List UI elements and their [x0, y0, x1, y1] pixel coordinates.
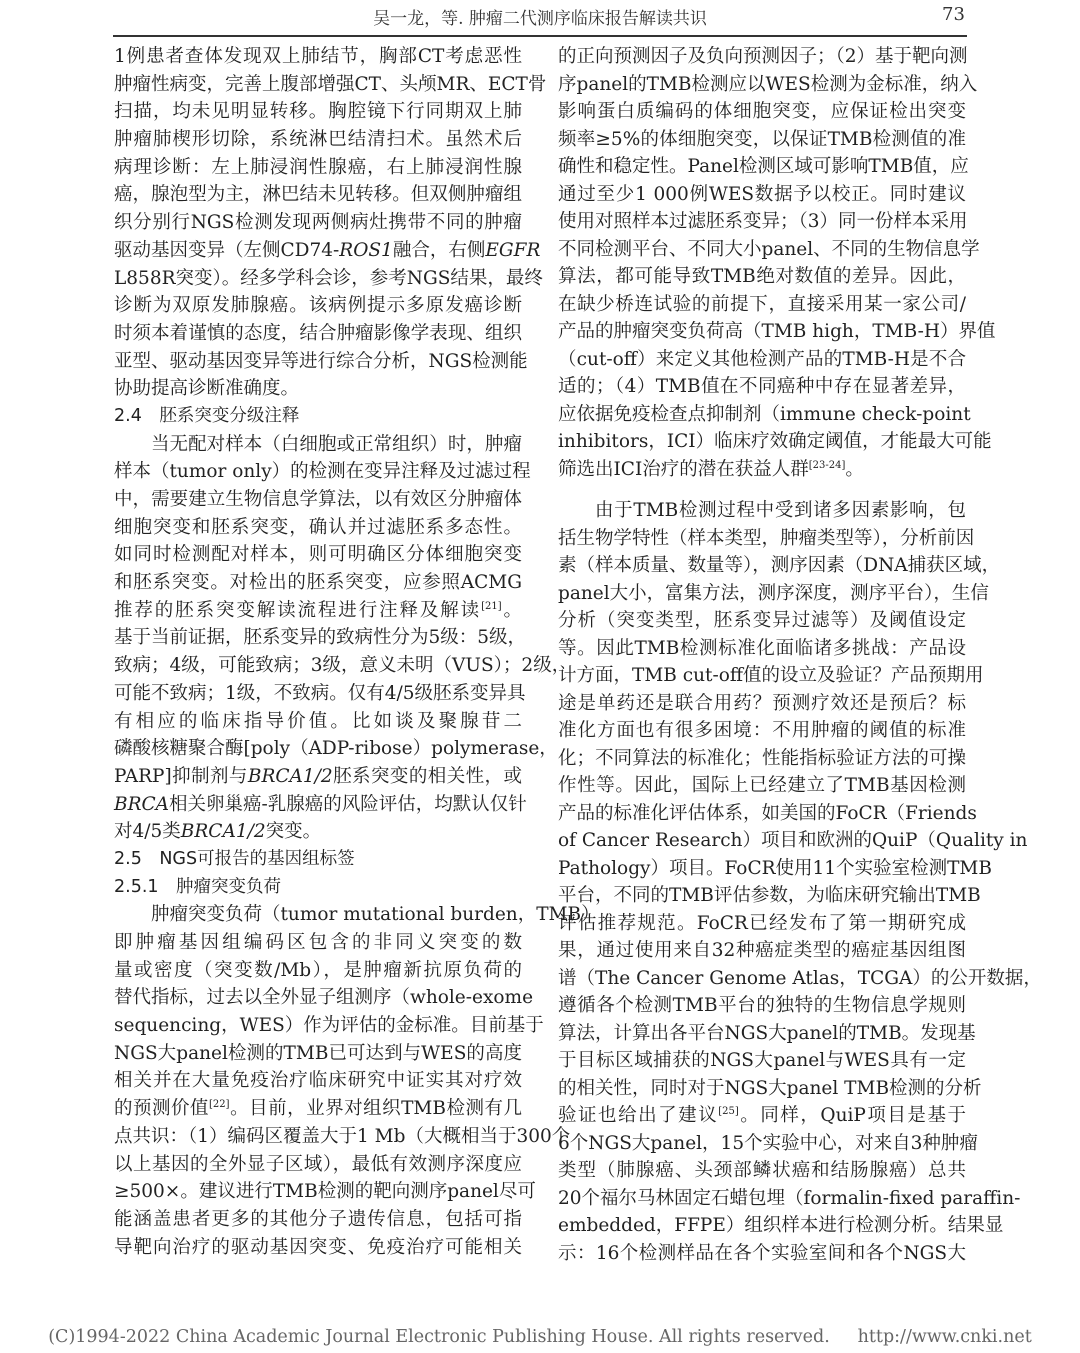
text-line — [114, 541, 522, 569]
text-line — [114, 791, 527, 819]
text-run: 示：16个检测样品在各个实验室间和各个NGS大 — [558, 1242, 966, 1264]
text-run: 途是单药还是联合用药？预测疗效还是预后？标 — [558, 692, 966, 714]
text-line — [114, 375, 522, 403]
text-line — [558, 291, 966, 319]
text-run: 适的；（4）TMB值在不同癌种中存在显著差异， — [558, 376, 966, 397]
text-line — [558, 98, 966, 126]
right-column — [558, 43, 1042, 1267]
section-heading — [114, 403, 522, 431]
text-run: 即肿瘤基因组编码区包含的非同义突变的数 — [114, 932, 522, 953]
text-run: ≥500×。建议进行TMB检测的靶向测序panel尽可 — [114, 1181, 536, 1203]
text-line — [558, 497, 966, 525]
text-run: 相关并在大量免疫治疗临床研究中证实其对疗效 — [114, 1070, 522, 1092]
text-run: 算法，计算出各平台NGS大panel的TMB。发现基 — [558, 1022, 976, 1044]
text-line — [558, 1102, 966, 1130]
text-run: 2.5.1 肿瘤突变负荷 — [114, 876, 282, 897]
text-line — [114, 1012, 544, 1040]
text-run: 亚型、驱动基因变异等进行综合分析，NGS检测能 — [114, 350, 528, 372]
text-run: 样本（tumor only）的检测在变异注释及过滤过程 — [114, 461, 531, 483]
text-run: 确性和稳定性。Panel检测区域可影响TMB值，应 — [558, 156, 969, 177]
footer — [0, 1327, 1080, 1347]
text-run: 等。因此TMB检测标准化面临诸多挑战：产品设 — [558, 637, 966, 659]
text-run: 协助提高诊断准确度。 — [114, 378, 300, 400]
text-run: 肿瘤肺楔形切除，系统淋巴结清扫术。虽然术后 — [114, 129, 522, 151]
text-line — [114, 209, 522, 237]
text-run: 于目标区域捕获的NGS大panel与WES具有一定 — [558, 1050, 966, 1071]
text-line — [114, 1178, 536, 1206]
text-run: 癌，腺泡型为主，淋巴结未见转移。但双侧肿瘤组 — [114, 184, 522, 206]
text-line — [558, 126, 966, 154]
text-line — [558, 910, 966, 938]
text-run: 量或密度（突变数/Mb），是肿瘤新抗原负荷的 — [114, 959, 522, 981]
text-line — [558, 401, 971, 429]
text-line — [114, 43, 522, 71]
text-line — [114, 71, 547, 99]
text-line — [558, 607, 966, 635]
text-line — [114, 237, 541, 265]
text-line — [558, 1130, 978, 1158]
text-run: 验证也给出了建议 — [558, 1105, 719, 1126]
text-run: 的正向预测因子及负向预测因子；（2）基于靶向测 — [558, 46, 968, 67]
text-run: 序panel的TMB检测应以WES检测为金标准，纳入 — [558, 73, 978, 95]
italic-gene-name: BRCA — [114, 793, 170, 815]
text-run: 算法，都可能导致TMB绝对数值的差异。因此， — [558, 266, 966, 287]
text-run: 和胚系突变。对检出的胚系突变，应参照ACMG — [114, 572, 522, 594]
text-line — [558, 428, 992, 456]
text-line — [114, 763, 522, 791]
text-run: 基于当前证据，胚系变异的致病性分为5级：5级， — [114, 627, 527, 649]
text-line — [114, 348, 528, 376]
text-run: NGS大panel检测的TMB已可达到与WES的高度 — [114, 1042, 522, 1064]
text-line — [114, 1234, 522, 1262]
text-run: 评估推荐规范。FoCR已经发布了第一期研究成 — [558, 912, 966, 934]
text-run: 能涵盖患者更多的其他分子遗传信息，包括可指 — [114, 1208, 522, 1230]
left-column — [114, 43, 600, 1261]
italic-gene-name: BRCA1/2 — [180, 821, 266, 843]
text-run: 融合，右侧 — [392, 239, 486, 261]
text-run: （cut-off）来定义其他检测产品的TMB-H是不合 — [558, 348, 966, 370]
text-line — [114, 265, 543, 293]
italic-gene-name: ROS1 — [339, 239, 393, 261]
citation-ref: [23-24] — [808, 459, 846, 471]
text-line — [558, 662, 984, 690]
text-line — [558, 43, 966, 71]
italic-gene-name: EGFR — [485, 239, 541, 261]
text-run: L858R突变）。经多学科会诊，参考NGS结果，最终 — [114, 267, 543, 289]
text-run: 果，通过使用来自32种癌症类型的癌症基因组图 — [558, 940, 966, 961]
text-run: 替代指标，过去以全外显子组测序（whole-exome — [114, 987, 534, 1009]
text-run: 类型（肺腺癌、头颈部鳞状癌和结肠腺癌）总共 — [558, 1160, 966, 1181]
text-run: 肿瘤突变负荷（tumor mutational burden，TMB） — [151, 904, 600, 926]
text-run: 化；不同算法的标准化；性能指标验证方法的可操 — [558, 747, 966, 769]
text-line — [114, 901, 600, 929]
text-run: 准化方面也有很多困境：不用肿瘤的阈值的标准 — [558, 720, 966, 741]
text-line — [558, 745, 966, 773]
text-line — [558, 552, 1001, 580]
text-run: 频率≥5%的体细胞突变，以保证TMB检测值的准 — [558, 128, 966, 150]
page-number: 73 — [942, 4, 965, 25]
text-run: 推荐的胚系突变解读流程进行注释及解读 — [114, 599, 482, 621]
text-run: 遵循各个检测TMB平台的独特的生物信息学规则 — [558, 995, 966, 1016]
text-line — [114, 181, 522, 209]
text-run: 计方面，TMB cut-off值的设立及验证？产品预期用 — [558, 665, 984, 686]
text-line — [558, 346, 966, 374]
text-line — [114, 929, 522, 957]
text-line — [558, 181, 966, 209]
text-line — [558, 236, 980, 264]
citation-ref: [21] — [481, 600, 502, 612]
text-run: 胚系突变的相关性，或 — [332, 765, 522, 787]
text-line — [558, 690, 966, 718]
text-run: inhibitors，ICI）临床疗效确定阈值，才能最大可能 — [558, 431, 992, 452]
text-run: 。 — [845, 458, 864, 480]
text-line — [558, 208, 966, 236]
text-line — [558, 937, 966, 965]
header-rule — [113, 35, 967, 37]
text-line — [558, 635, 966, 663]
text-line — [558, 373, 966, 401]
text-run: 。同样，QuiP项目是基于 — [738, 1105, 966, 1126]
text-run: 分析（突变类型，胚系变异过滤等）及阈值设定 — [558, 610, 966, 631]
text-line — [558, 1075, 982, 1103]
text-run: 20个福尔马林固定石蜡包埋（formalin-fixed paraffin- — [558, 1187, 1021, 1209]
text-run: 。目前，业界对组织TMB检测有几 — [229, 1098, 522, 1120]
text-run: 如同时检测配对样本，则可明确区分体细胞突变 — [114, 544, 522, 566]
text-line — [114, 735, 558, 763]
text-run: 2.5 NGS可报告的基因组标签 — [114, 848, 355, 869]
text-run: 扫描，均未见明显转移。胸腔镜下行同期双上肺 — [114, 101, 522, 123]
text-run: 不同检测平台、不同大小panel、不同的生物信息学 — [558, 238, 980, 260]
text-line — [558, 456, 966, 484]
citation-ref: [22] — [209, 1098, 230, 1110]
footer-url[interactable]: http://www.cnki.net — [857, 1327, 1032, 1347]
text-run: embedded，FFPE）组织样本进行检测分析。结果显 — [558, 1215, 1004, 1236]
text-run: 中，需要建立生物信息学算法，以有效区分肿瘤体 — [114, 489, 522, 510]
text-line — [558, 772, 966, 800]
text-line — [114, 1040, 522, 1068]
text-line — [558, 525, 975, 553]
text-run: 点共识：（1）编码区覆盖大于1 Mb（大概相当于300个 — [114, 1125, 571, 1147]
citation-ref: [25] — [718, 1105, 739, 1117]
text-line — [114, 818, 522, 846]
text-line — [114, 708, 522, 736]
text-line — [558, 800, 977, 828]
section-heading — [114, 874, 522, 902]
text-run: 的预测价值 — [114, 1098, 210, 1120]
text-run: 在缺少桥连试验的前提下，直接采用某一家公司/ — [558, 293, 966, 315]
text-run: 以上基因的全外显子区域），最低有效测序深度应 — [114, 1153, 522, 1175]
text-run: 细胞突变和胚系突变，确认并过滤胚系多态性。 — [114, 516, 522, 538]
footer-copyright: (C)1994-2022 China Academic Journal Electronic Publishing House. All rights reserved. — [48, 1327, 830, 1347]
text-run: 病理诊断：左上肺浸润性腺癌，右上肺浸润性腺 — [114, 156, 522, 178]
text-line — [114, 597, 522, 625]
text-run: 2.4 胚系突变分级注释 — [114, 405, 300, 426]
text-run: Pathology）项目。FoCR使用11个实验室检测TMB — [558, 857, 992, 879]
text-run: 相关卵巢癌-乳腺癌的风险评估，均默认仅针 — [169, 793, 527, 815]
text-run: 当无配对样本（白细胞或正常组织）时，肿瘤 — [151, 433, 522, 455]
text-line — [114, 1151, 522, 1179]
text-run: 磷酸核糖聚合酶[poly（ADP-ribose）polymerase， — [114, 738, 558, 760]
text-run: 对4/5类 — [114, 821, 181, 843]
text-run: 。 — [501, 599, 522, 621]
text-line — [558, 1240, 966, 1268]
text-run: 致病；4级，可能致病；3级，意义未明（VUS）；2级， — [114, 655, 571, 677]
text-run: 应依据免疫检查点抑制剂（immune check-point — [558, 403, 971, 425]
text-run: 1例患者查体发现双上肺结节，胸部CT考虑恶性 — [114, 46, 522, 67]
text-run: 诊断为双原发肺腺癌。该病例提示多原发癌诊断 — [114, 295, 522, 317]
text-line — [114, 514, 522, 542]
text-line — [114, 98, 522, 126]
text-line — [558, 71, 978, 99]
text-line — [114, 126, 522, 154]
text-line — [114, 486, 522, 514]
text-run: 作性等。因此，国际上已经建立了TMB基因检测 — [558, 775, 966, 796]
text-line — [558, 1047, 966, 1075]
text-line — [558, 1185, 1021, 1213]
text-line — [558, 263, 966, 291]
text-run: 括生物学特性（样本类型，肿瘤类型等），分析前因 — [558, 527, 975, 549]
text-line — [558, 1020, 976, 1048]
text-run: 素（样本质量、数量等），测序因素（DNA捕获区域， — [558, 555, 1001, 576]
running-header: 吴一龙，等. 肿瘤二代测序临床报告解读共识 — [373, 9, 707, 29]
text-line — [114, 292, 522, 320]
text-line — [558, 1212, 1004, 1240]
text-run: 筛选出ICI治疗的潜在获益人群 — [558, 458, 809, 480]
text-line — [558, 580, 989, 608]
text-run: 肿瘤性病变，完善上腹部增强CT、头颅MR、ECT骨 — [114, 73, 547, 95]
text-run: 影响蛋白质编码的体细胞突变，应保证检出突变 — [558, 101, 966, 122]
text-line — [114, 569, 522, 597]
text-run: 使用对照样本过滤胚系变异；（3）同一份样本采用 — [558, 211, 968, 232]
text-run: 导靶向治疗的驱动基因突变、免疫治疗可能相关 — [114, 1236, 522, 1258]
text-run: 织分别行NGS检测发现两侧病灶携带不同的肿瘤 — [114, 212, 522, 234]
text-line — [114, 320, 522, 348]
text-run: 由于TMB检测过程中受到诸多因素影响，包 — [595, 500, 966, 521]
text-line — [114, 1067, 522, 1095]
text-run: 产品的标准化评估体系，如美国的FoCR（Friends — [558, 802, 977, 824]
text-run: sequencing，WES）作为评估的金标准。目前基于 — [114, 1015, 544, 1037]
text-run: 有相应的临床指导价值。比如谈及聚腺苷二 — [114, 710, 522, 732]
text-run: of Cancer Research）项目和欧洲的QuiP（Quality in — [558, 830, 1028, 851]
text-run: 产品的肿瘤突变负荷高（TMB high，TMB-H）界值 — [558, 321, 996, 342]
text-run: 时须本着谨慎的态度，结合肿瘤影像学表现、组织 — [114, 322, 522, 344]
text-line — [114, 957, 522, 985]
text-run: 平台，不同的TMB评估参数，为临床研究输出TMB — [558, 885, 981, 906]
text-line — [558, 882, 981, 910]
text-line — [114, 1095, 522, 1123]
text-line — [114, 154, 522, 182]
text-run: 谱（The Cancer Genome Atlas，TCGA）的公开数据， — [558, 967, 1042, 989]
text-run: 6个NGS大panel，15个实验中心，对来自3种肿瘤 — [558, 1132, 978, 1154]
text-run: panel大小，富集方法，测序深度，测序平台），生信 — [558, 582, 989, 604]
text-line — [558, 1157, 966, 1185]
text-run: 通过至少1 000例WES数据予以校正。同时建议 — [558, 183, 966, 205]
text-line — [114, 1206, 522, 1234]
text-line — [558, 153, 969, 181]
text-line — [114, 624, 527, 652]
text-run: 驱动基因变异（左侧CD74- — [114, 239, 340, 261]
text-line — [114, 652, 571, 680]
text-line — [114, 680, 526, 708]
text-line — [558, 855, 992, 883]
text-run: 可能不致病；1级，不致病。仅有4/5级胚系变异具 — [114, 682, 526, 704]
text-line — [558, 717, 966, 745]
text-run: 的相关性，同时对于NGS大panel TMB检测的分析 — [558, 1077, 982, 1099]
text-line — [558, 992, 966, 1020]
text-line — [114, 984, 534, 1012]
text-line — [558, 965, 1042, 993]
italic-gene-name: BRCA1/2 — [247, 765, 333, 787]
text-line — [114, 458, 531, 486]
section-heading — [114, 846, 522, 874]
text-run: 突变。 — [265, 821, 322, 843]
text-line — [558, 318, 996, 346]
text-line — [558, 827, 1028, 855]
text-line — [114, 1123, 571, 1151]
text-run: PARP]抑制剂与 — [114, 765, 248, 787]
text-line — [114, 431, 522, 459]
